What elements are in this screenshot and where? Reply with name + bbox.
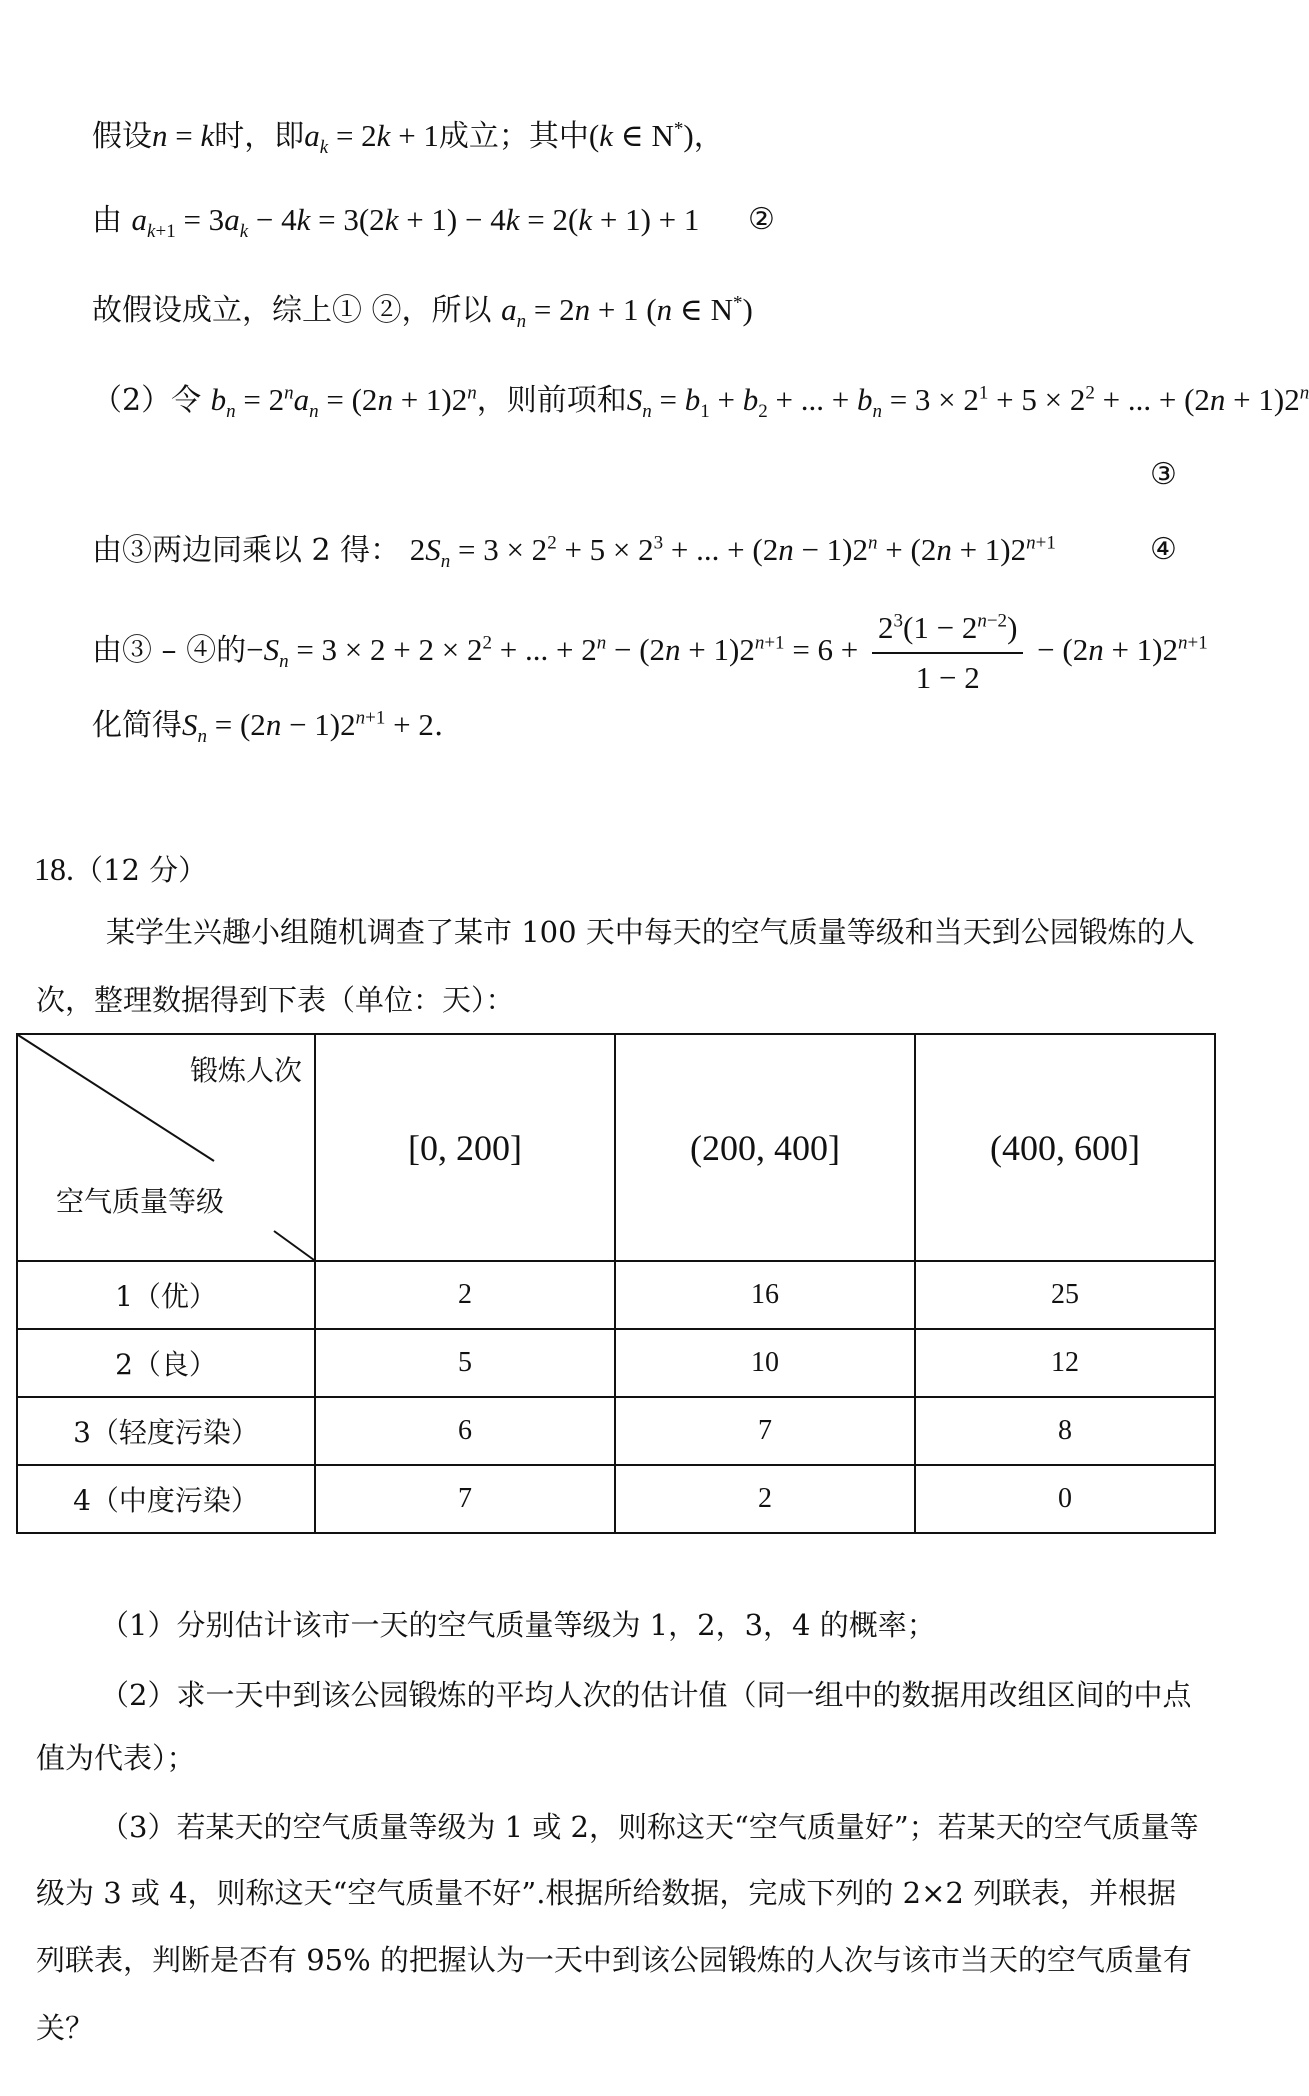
proof-line-6 [92,530,1056,571]
table-cell: 10 [615,1329,915,1397]
proof-l1-math: n = k [152,118,215,153]
proof-l8-prefix: 化简得 [92,708,182,743]
table-cell: 7 [615,1397,915,1465]
data-table [16,1033,1216,1534]
table-cell: 12 [915,1329,1215,1397]
table-cell: 2 [615,1465,915,1533]
proof-l1-eq: $a_k = 2k + 1$ [304,118,439,159]
proof-l8-end: . [433,708,444,743]
table-cell: 5 [315,1329,615,1397]
proof-line-1 [92,116,724,157]
proof-l4-eq2: $S_n = b_1 + b_2$ + ... + $b_n = 3 \times 2^1 + 5 \times 2^2$ + ... + $(2n + 1)2^n$ [626,382,1309,423]
fraction: $\frac{2^3(1 - 2^{n-2})}{1 - 2}$ [872,608,1023,698]
table-cell: 0 [915,1465,1215,1533]
question-2-line-2: 值为代表）； [36,1741,196,1775]
question-1: （1）分别估计该市一天的空气质量等级为 1，2，3，4 的概率； [100,1608,936,1642]
table-header-cell: (200, 400] [615,1034,915,1261]
proof-l1-cond: (k ∈ N*) [588,118,694,153]
table-corner-cell [17,1034,315,1261]
row-label: 2（良） [17,1329,315,1397]
proof-line-7 [92,608,1208,698]
proof-l7-eq: $-S_n = 3 \times 2 + 2 \times 2^2$ + ... + $2^n - (2n + 1)2^{n+1} = 6$ + $\frac{2^3(1 - 2^{n-2})}{1 - 2}$ − $(2n + 1)2^{n+1}$ [246,632,1208,667]
table-cell: 8 [915,1397,1215,1465]
proof-l4-mid: ，则前项和 [476,383,627,418]
table-cell: 7 [315,1465,615,1533]
table-row [17,1465,1215,1533]
proof-line-3 [92,290,753,331]
proof-line-4 [92,380,1309,421]
table-cell: 16 [615,1261,915,1329]
proof-l7-prefix: 由③ – ④的 [92,633,247,669]
q18-heading [34,848,207,889]
proof-l6-prefix: 由③两边同乘以 2 得： [92,533,401,568]
table-header-cell: (400, 600] [915,1034,1215,1261]
table-cell: 2 [315,1261,615,1329]
row-label: 3（轻度污染） [17,1397,315,1465]
q18-intro-2: 次，整理数据得到下表（单位：天）： [36,983,515,1017]
question-2-line-1: （2）求一天中到该公园锻炼的平均人次的估计值（同一组中的数据用改组区间的中点 [100,1678,1192,1712]
proof-line-8 [92,705,443,746]
table-header-cell: [0, 200] [315,1034,615,1261]
question-3-line-4: 关？ [36,2011,95,2045]
proof-l4-prefix: （2）令 [92,383,202,418]
proof-l6-eq: $2S_n = 3 \times 2^2 + 5 \times 2^3$ + ... + $(2n - 1)2^n + (2n + 1)2^{n+1}$ [409,532,1056,573]
proof-l2-mark: ② [748,202,775,237]
proof-l6-mark: ④ [1150,532,1177,567]
table-row [17,1397,1215,1465]
table-cell: 6 [315,1397,615,1465]
proof-l1-suffix: 成立；其中 [438,119,589,154]
proof-l5-mark: ③ [1150,457,1177,492]
proof-l3-text: 故假设成立，综上① ②，所以 [92,293,492,328]
q18-number: 18. [34,851,74,887]
proof-l2-eq: $a_{k+1} = 3a_k - 4k = 3(2k + 1) - 4k = 2(k + 1) + 1$ [131,202,700,243]
row-label: 4（中度污染） [17,1465,315,1533]
proof-line-2 [92,200,699,241]
table-row [17,1329,1215,1397]
proof-l3-eq: $a_n = 2n + 1$ (n ∈ N*) [501,292,753,333]
question-3-line-2: 级为 3 或 4，则称这天“空气质量不好”.根据所给数据，完成下列的 2×2 列联表，并根据 [36,1876,1177,1910]
proof-l1-prefix: 假设 [92,119,152,154]
proof-l1-mid: 时，即 [214,119,305,154]
table-header-row [17,1034,1215,1261]
proof-l8-eq: $S_n = (2n - 1)2^{n+1} + 2$ [182,707,434,748]
question-3-line-3: 列联表，判断是否有 95% 的把握认为一天中到该公园锻炼的人次与该市当天的空气质量有 [36,1943,1192,1977]
corner-top-label: 锻炼人次 [189,1054,302,1087]
corner-bottom-label: 空气质量等级 [56,1185,225,1218]
proof-l4-eq1: $b_n = 2^na_n = (2n + 1)2^n$ [210,382,477,423]
row-label: 1（优） [17,1261,315,1329]
proof-l1-end: ， [693,119,724,154]
table-cell: 25 [915,1261,1215,1329]
table-row [17,1261,1215,1329]
q18-intro-1: 某学生兴趣小组随机调查了某市 100 天中每天的空气质量等级和当天到公园锻炼的人 [106,915,1195,949]
proof-l2-prefix: 由 [92,203,122,238]
q18-points: （12 分） [74,853,208,887]
question-3-line-1: （3）若某天的空气质量等级为 1 或 2，则称这天“空气质量好”；若某天的空气质量等 [100,1810,1199,1844]
